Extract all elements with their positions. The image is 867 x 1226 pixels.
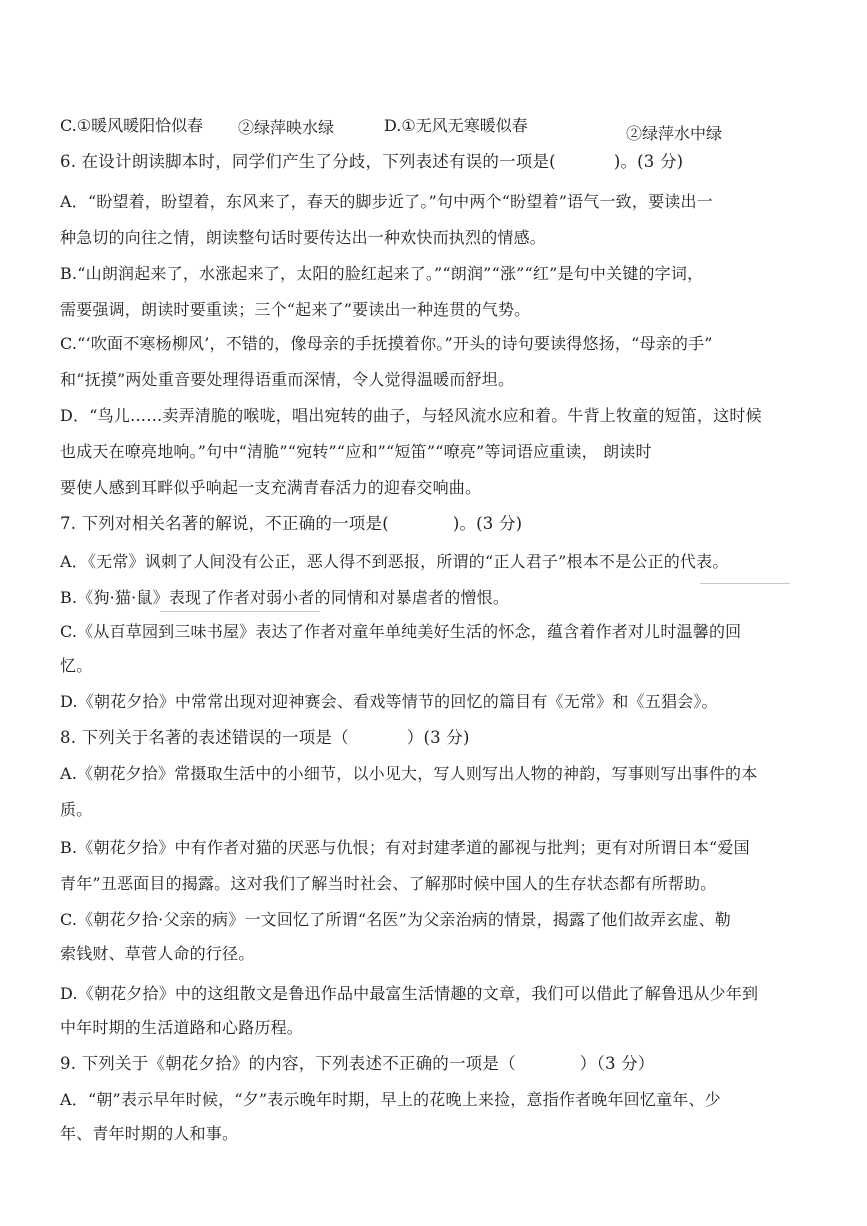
q7-stem-score: )。(3 分) — [452, 514, 523, 533]
q7-option-c-line2: 忆。 — [60, 656, 93, 675]
q8-option-d-line2: 中年时期的生活道路和心路历程。 — [60, 1018, 304, 1037]
q5-option-c-label: C. — [60, 116, 77, 135]
q8-stem — [60, 728, 470, 748]
q9-stem — [60, 1054, 655, 1074]
q5-option-d-label: D. — [384, 116, 402, 135]
q6-option-a-line1: A．“盼望着，盼望着，东风来了，春天的脚步近了。”句中两个“盼望着”语气一致，要读出一 — [60, 192, 713, 211]
q9-option-a-line2: 年、青年时期的人和事。 — [60, 1124, 239, 1143]
q9-stem-score: ）（3 分） — [579, 1054, 655, 1073]
q5-option-c-part1: ①暖风暖阳恰似春 — [76, 116, 204, 135]
q5-option-d-part1: ①无风无寒暖似春 — [401, 116, 528, 135]
scan-mark — [700, 583, 790, 584]
q8-stem-text: 8. 下列关于名著的表述错误的一项是（ — [60, 728, 349, 747]
q8-option-b-line1: B.《朝花夕拾》中有作者对猫的厌恶与仇恨；有对封建孝道的鄙视与批判；更有对所谓日本“爱国 — [60, 838, 750, 857]
q9-stem-text: 9. 下列关于《朝花夕拾》的内容，下列表述不正确的一项是（ — [60, 1054, 516, 1073]
q7-option-d: D.《朝花夕拾》中常常出现对迎神赛会、看戏等情节的回忆的篇目有《无常》和《五猖会》。 — [60, 692, 718, 711]
q6-option-b-line1: B.“山朗润起来了，水涨起来了，太阳的脸红起来了。”“朗润”“涨”“红”是句中关键的字词， — [60, 264, 704, 283]
q6-stem — [60, 152, 683, 172]
q5-option-d — [384, 116, 528, 136]
q6-option-d-line1: D．“鸟儿……卖弄清脆的喉咙，唱出宛转的曲子，与轻风流水应和着。牛背上牧童的短笛，这时候 — [60, 406, 762, 425]
q6-stem-score: )。(3 分) — [613, 152, 684, 171]
q5-option-c-part2: ②绿萍映水绿 — [238, 118, 335, 137]
scan-mark — [160, 611, 320, 612]
q6-stem-text: 6. 在设计朗读脚本时，同学们产生了分歧，下列表述有误的一项是( — [60, 152, 556, 171]
q7-stem — [60, 514, 522, 534]
q5-option-c — [60, 116, 203, 136]
q6-option-a-line2: 种急切的向往之情，朗读整句话时要传达出一种欢快而执烈的情感。 — [60, 228, 547, 247]
q8-stem-score: ）(3 分) — [406, 728, 470, 747]
q6-option-c-line2: 和“抚摸”两处重音要处理得语重而深情，令人觉得温暖而舒坦。 — [60, 370, 515, 389]
q6-option-d-line3: 要使人感到耳畔似乎响起一支充满青春活力的迎春交响曲。 — [60, 478, 482, 497]
q8-option-b-line2: 青年”丑恶面目的揭露。这对我们了解当时社会、了解那时候中国人的生存状态都有所帮助。 — [60, 874, 717, 893]
q7-stem-text: 7. 下列对相关名著的解说，不正确的一项是( — [60, 514, 389, 533]
q9-option-a-line1: A．“朝”表示早年时候，“夕”表示晚年时期，早上的花晚上来捡，意指作者晚年回忆童年、少 — [60, 1090, 721, 1109]
q5-option-d-part2: ②绿萍水中绿 — [626, 124, 723, 143]
q6-option-c-line1: C.“‘吹面不寒杨柳风’，不错的，像母亲的手抚摸着你。”开头的诗句要读得悠扬，“母亲的手” — [60, 334, 713, 353]
q8-option-c-line2: 索钱财、草菅人命的行径。 — [60, 944, 255, 963]
q8-option-d-line1: D.《朝花夕拾》中的这组散文是鲁迅作品中最富生活情趣的文章，我们可以借此了解鲁迅从少年到 — [60, 984, 759, 1003]
q8-option-c-line1: C.《朝花夕拾·父亲的病》一文回忆了所谓“名医”为父亲治病的情景，揭露了他们故弄玄虚、勒 — [60, 910, 732, 929]
q7-option-a: A．《无常》讽刺了人间没有公正，恶人得不到恶报，所谓的“正人君子”根本不是公正的代表。 — [60, 552, 729, 571]
q6-option-b-line2: 需要强调，朗读时要重读；三个“起来了”要读出一种连贯的气势。 — [60, 300, 531, 319]
q7-option-b: B.《狗·猫·鼠》表现了作者对弱小者的同情和对暴虐者的憎恨。 — [60, 588, 510, 607]
q8-option-a-line1: A.《朝花夕拾》常摄取生活中的小细节，以小见大，写人则写出人物的神韵，写事则写出事件的本 — [60, 764, 758, 783]
q6-option-d-line2: 也成天在嘹亮地响。”句中“清脆”“宛转”“应和”“短笛”“嘹亮”等词语应重读， 朗读时 — [60, 442, 652, 461]
q8-option-a-line2: 质。 — [60, 800, 93, 819]
q7-option-c-line1: C.《从百草园到三味书屋》表达了作者对童年单纯美好生活的怀念，蕴含着作者对儿时温馨的回 — [60, 622, 742, 641]
